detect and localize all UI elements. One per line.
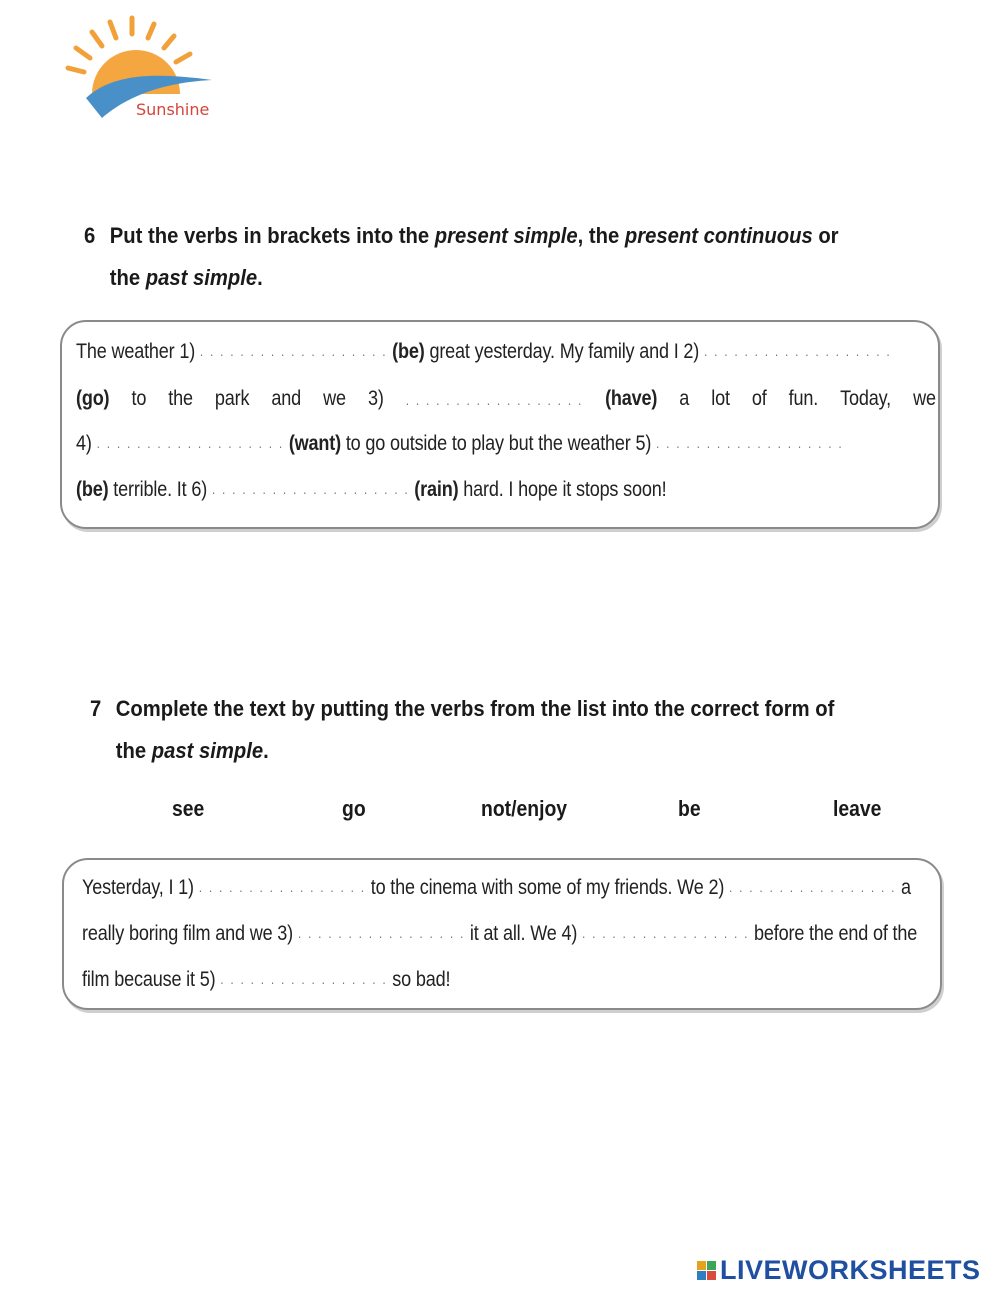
text: of bbox=[751, 387, 767, 410]
liveworksheets-logo bbox=[697, 1255, 981, 1286]
answer-blank-4[interactable]: . . . . . . . . . . . . . . . . . . . bbox=[96, 435, 284, 451]
verb-hint: (go) bbox=[76, 387, 110, 410]
answer-blank-1[interactable]: . . . . . . . . . . . . . . . . . . . bbox=[199, 343, 388, 359]
ex6-line-4 bbox=[76, 478, 666, 502]
text: and bbox=[271, 387, 302, 410]
text: before the end of the bbox=[754, 922, 918, 945]
text: a bbox=[679, 387, 690, 410]
ex6-line-1 bbox=[76, 340, 891, 364]
instruction-emphasis: present continuous bbox=[624, 223, 813, 248]
answer-blank-2[interactable]: . . . . . . . . . . . . . . . . . . . bbox=[703, 343, 892, 359]
word-list-item: go bbox=[342, 796, 366, 821]
text: great yesterday. My family and I 2) bbox=[429, 340, 700, 363]
instruction-text: the bbox=[115, 738, 152, 763]
text: to go outside to play but the weather 5) bbox=[345, 432, 652, 455]
text: it at all. We 4) bbox=[469, 922, 578, 945]
text: a bbox=[901, 876, 911, 899]
exercise-number: 6 bbox=[84, 223, 96, 248]
text: terrible. It 6) bbox=[113, 478, 208, 501]
instruction-text: , the bbox=[577, 223, 625, 248]
answer-blank-3[interactable]: . . . . . . . . . . . . . . . . . . bbox=[405, 392, 584, 408]
logo-text: Sunshine bbox=[136, 100, 210, 119]
text: we bbox=[323, 387, 346, 410]
answer-blank-3[interactable]: . . . . . . . . . . . . . . . . . bbox=[297, 925, 466, 941]
text: we bbox=[913, 387, 936, 410]
text: really boring film and we 3) bbox=[82, 922, 294, 945]
answer-blank-1[interactable]: . . . . . . . . . . . . . . . . . bbox=[198, 879, 366, 895]
text: 3) bbox=[367, 387, 384, 410]
instruction-text: or bbox=[812, 223, 839, 248]
ex7-line-2 bbox=[82, 922, 917, 946]
text: park bbox=[214, 387, 250, 410]
verb-hint: (rain) bbox=[414, 478, 459, 501]
ex6-line-2 bbox=[76, 387, 936, 411]
exercise-7-heading bbox=[90, 688, 918, 772]
text: so bad! bbox=[392, 968, 451, 991]
text: 4) bbox=[76, 432, 92, 455]
text: to bbox=[131, 387, 147, 410]
answer-blank-5[interactable]: . . . . . . . . . . . . . . . . . . . bbox=[656, 435, 844, 451]
text: hard. I hope it stops soon! bbox=[463, 478, 667, 501]
word-list-item: see bbox=[172, 796, 205, 821]
instruction-emphasis: past simple bbox=[151, 738, 264, 763]
ex7-line-3 bbox=[82, 968, 450, 992]
text: The weather 1) bbox=[76, 340, 196, 363]
text: the bbox=[168, 387, 193, 410]
instruction-emphasis: past simple bbox=[145, 265, 258, 290]
text: Today, bbox=[840, 387, 892, 410]
text: fun. bbox=[788, 387, 819, 410]
verb-hint: (be) bbox=[76, 478, 109, 501]
instruction-emphasis: present simple bbox=[434, 223, 578, 248]
ex6-line-3 bbox=[76, 432, 843, 456]
answer-blank-5[interactable]: . . . . . . . . . . . . . . . . . bbox=[220, 971, 388, 987]
word-list-item: leave bbox=[833, 796, 882, 821]
liveworksheets-grid-icon bbox=[697, 1261, 716, 1280]
answer-blank-4[interactable]: . . . . . . . . . . . . . . . . . bbox=[582, 925, 750, 941]
word-list-item: be bbox=[678, 796, 701, 821]
verb-hint: (want) bbox=[288, 432, 341, 455]
verb-hint: (have) bbox=[605, 387, 658, 410]
instruction-text: Put the verbs in brackets into the bbox=[109, 223, 435, 248]
exercise-6-heading bbox=[84, 215, 912, 299]
text: Yesterday, I 1) bbox=[82, 876, 194, 899]
text: lot bbox=[711, 387, 730, 410]
text: film because it 5) bbox=[82, 968, 216, 991]
ex7-line-1 bbox=[82, 876, 911, 900]
instruction-text: the bbox=[109, 265, 146, 290]
verb-hint: (be) bbox=[392, 340, 425, 363]
exercise-number: 7 bbox=[90, 696, 102, 721]
word-list-item: not/enjoy bbox=[481, 796, 568, 821]
answer-blank-2[interactable]: . . . . . . . . . . . . . . . . . bbox=[729, 879, 897, 895]
answer-blank-6[interactable]: . . . . . . . . . . . . . . . . . . . . bbox=[211, 481, 410, 497]
text: to the cinema with some of my friends. We 2) bbox=[370, 876, 725, 899]
instruction-text: . bbox=[257, 265, 263, 290]
instruction-text: . bbox=[263, 738, 269, 763]
footer-brand-text: LIVEWORKSHEETS bbox=[720, 1255, 981, 1285]
instruction-text: Complete the text by putting the verbs from the list into the correct form of bbox=[115, 696, 835, 721]
